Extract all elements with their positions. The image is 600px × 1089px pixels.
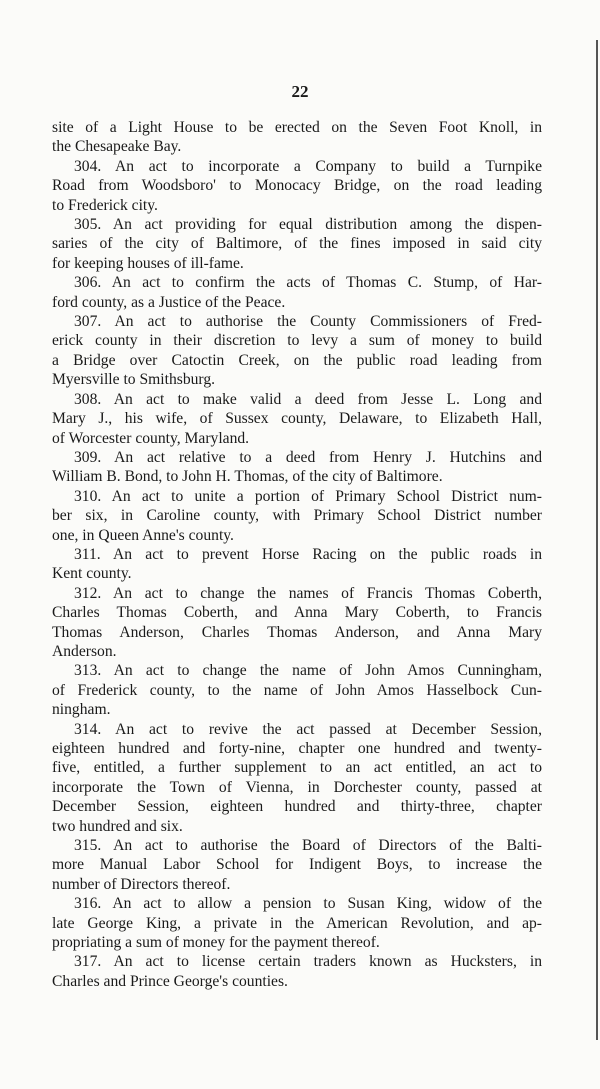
act-entry (52, 545, 542, 584)
text-line: 307. An act to authorise the County Commissioners of Fred- (74, 313, 542, 331)
text-line: one, in Queen Anne's county. (52, 526, 234, 544)
text-line: Charles and Prince George's counties. (52, 972, 288, 990)
text-line: eighteen hundred and forty-nine, chapter one hundred and twenty- (52, 740, 542, 757)
act-entry (52, 273, 542, 312)
text-line: to Frederick city. (52, 196, 158, 214)
text-line: 310. An act to unite a portion of Primary School District num- (74, 487, 542, 505)
text-line: 314. An act to revive the act passed at December Session, (74, 720, 542, 738)
text-line: two hundred and six. (52, 817, 183, 835)
act-entry (52, 720, 542, 836)
text-line: more Manual Labor School for Indigent Boys, to increase the (52, 856, 542, 874)
text-line: five, entitled, a further supplement to an act entitled, an act to (52, 759, 542, 777)
act-entry (52, 661, 542, 719)
act-entry (52, 836, 542, 894)
document-body (52, 118, 542, 991)
text-line: 313. An act to change the name of John Amos Cunningham, (74, 662, 542, 680)
text-line: 306. An act to confirm the acts of Thomas C. Stump, of Har- (74, 274, 542, 292)
act-entry (52, 390, 542, 448)
act-entry (52, 952, 542, 991)
act-entry (52, 894, 542, 952)
act-entry (52, 312, 542, 390)
text-line: late George King, a private in the American Revolution, and ap- (52, 914, 542, 932)
text-line: 311. An act to prevent Horse Racing on the public roads in (74, 545, 542, 563)
text-line: ber six, in Caroline county, with Primary School District number (52, 507, 542, 525)
text-line: Mary J., his wife, of Sussex county, Delaware, to Elizabeth Hall, (52, 410, 542, 428)
text-line: saries of the city of Baltimore, of the fines imposed in said city (52, 235, 542, 253)
text-line: the Chesapeake Bay. (52, 138, 182, 156)
text-line: Thomas Anderson, Charles Thomas Anderson, and Anna Mary (52, 623, 542, 641)
text-line: ford county, as a Justice of the Peace. (52, 293, 286, 311)
text-line: site of a Light House to be erected on the Seven Foot Knoll, in (52, 119, 542, 136)
text-line: December Session, eighteen hundred and thirty-three, chapter (52, 798, 542, 816)
act-entry (52, 584, 542, 662)
text-line: Road from Woodsboro' to Monocacy Bridge, on the road leading (52, 177, 542, 195)
text-line: 315. An act to authorise the Board of Directors of the Balti- (74, 837, 542, 855)
text-line: 309. An act relative to a deed from Henry J. Hutchins and (74, 448, 542, 466)
text-line: for keeping houses of ill-fame. (52, 254, 244, 272)
text-line: Anderson. (52, 642, 117, 660)
text-line: erick county in their discretion to levy a sum of money to build (52, 332, 542, 350)
continued-paragraph (52, 118, 542, 157)
text-line: incorporate the Town of Vienna, in Dorchester county, passed at (52, 778, 542, 796)
act-entry (52, 157, 542, 215)
text-line: of Frederick county, to the name of John Amos Hasselbock Cun- (52, 681, 542, 699)
act-entry (52, 215, 542, 273)
text-line: 308. An act to make valid a deed from Jesse L. Long and (74, 390, 542, 408)
text-line: William B. Bond, to John H. Thomas, of the city of Baltimore. (52, 468, 443, 486)
text-line: propriating a sum of money for the payment thereof. (52, 934, 380, 952)
text-line: 312. An act to change the names of Francis Thomas Coberth, (74, 584, 542, 602)
act-entry (52, 448, 542, 487)
text-line: 305. An act providing for equal distribution among the dispen- (74, 216, 542, 234)
act-entry (52, 487, 542, 545)
text-line: number of Directors thereof. (52, 875, 231, 893)
text-line: 317. An act to license certain traders known as Hucksters, in (74, 953, 542, 971)
page-number: 22 (291, 82, 309, 101)
text-line: of Worcester county, Maryland. (52, 429, 250, 447)
text-line: Myersville to Smithsburg. (52, 371, 216, 389)
text-line: 316. An act to allow a pension to Susan King, widow of the (74, 895, 542, 913)
text-line: 304. An act to incorporate a Company to build a Turnpike (74, 157, 542, 175)
text-line: a Bridge over Catoctin Creek, on the public road leading from (52, 351, 542, 369)
page-edge (596, 40, 598, 1040)
text-line: Kent county. (52, 565, 132, 583)
text-line: ningham. (52, 701, 111, 719)
text-line: Charles Thomas Coberth, and Anna Mary Coberth, to Francis (52, 604, 542, 622)
